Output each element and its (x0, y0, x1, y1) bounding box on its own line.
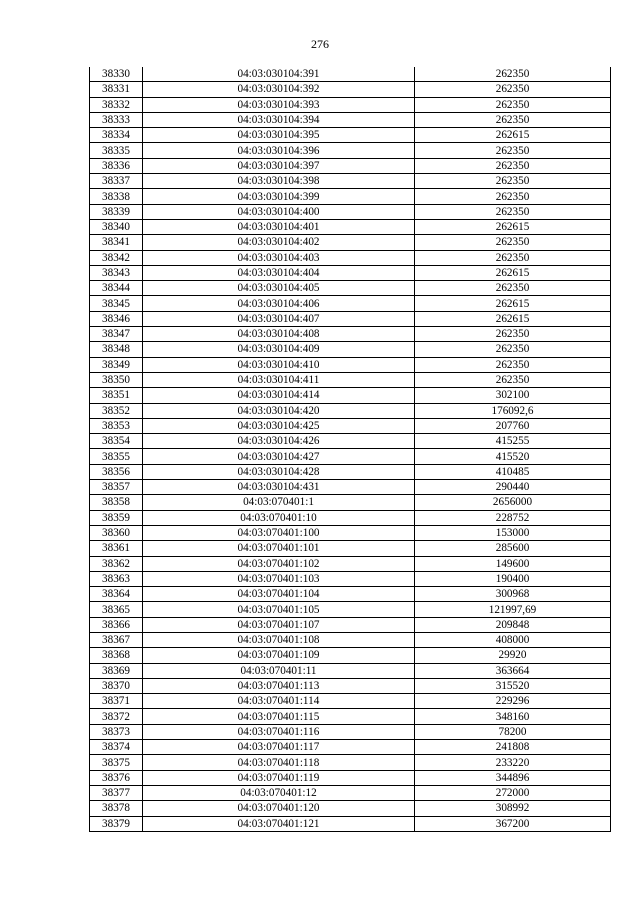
table-row (90, 464, 611, 479)
row-number-cell: 38333 (90, 112, 143, 127)
table-row (90, 602, 611, 617)
value-cell: 262350 (415, 281, 611, 296)
value-cell: 302100 (415, 388, 611, 403)
cadastral-number-cell: 04:03:070401:116 (143, 724, 415, 739)
cadastral-number-cell: 04:03:070401:102 (143, 556, 415, 571)
value-cell: 348160 (415, 709, 611, 724)
table-row (90, 250, 611, 265)
cadastral-number-cell: 04:03:030104:391 (143, 67, 415, 82)
cadastral-number-cell: 04:03:070401:108 (143, 632, 415, 647)
row-number-cell: 38356 (90, 464, 143, 479)
value-cell: 363664 (415, 663, 611, 678)
row-number-cell: 38379 (90, 816, 143, 831)
table-row (90, 678, 611, 693)
row-number-cell: 38335 (90, 143, 143, 158)
value-cell: 415255 (415, 434, 611, 449)
value-cell: 262350 (415, 235, 611, 250)
table-row (90, 525, 611, 540)
table-row (90, 785, 611, 800)
cadastral-number-cell: 04:03:030104:408 (143, 327, 415, 342)
value-cell: 209848 (415, 617, 611, 632)
row-number-cell: 38339 (90, 204, 143, 219)
row-number-cell: 38366 (90, 617, 143, 632)
value-cell: 262350 (415, 158, 611, 173)
table-row (90, 327, 611, 342)
cadastral-number-cell: 04:03:030104:392 (143, 82, 415, 97)
table-row (90, 342, 611, 357)
cadastral-number-cell: 04:03:070401:12 (143, 785, 415, 800)
cadastral-number-cell: 04:03:030104:402 (143, 235, 415, 250)
value-cell: 190400 (415, 571, 611, 586)
value-cell: 207760 (415, 418, 611, 433)
value-cell: 367200 (415, 816, 611, 831)
cadastral-number-cell: 04:03:030104:393 (143, 97, 415, 112)
cadastral-number-cell: 04:03:070401:107 (143, 617, 415, 632)
cadastral-number-cell: 04:03:030104:407 (143, 311, 415, 326)
value-cell: 176092,6 (415, 403, 611, 418)
cadastral-number-cell: 04:03:070401:104 (143, 587, 415, 602)
table-row (90, 311, 611, 326)
row-number-cell: 38352 (90, 403, 143, 418)
row-number-cell: 38372 (90, 709, 143, 724)
row-number-cell: 38377 (90, 785, 143, 800)
value-cell: 228752 (415, 510, 611, 525)
cadastral-number-cell: 04:03:030104:397 (143, 158, 415, 173)
value-cell: 344896 (415, 770, 611, 785)
table-row (90, 816, 611, 831)
table-row (90, 418, 611, 433)
table-row (90, 434, 611, 449)
table-row (90, 265, 611, 280)
value-cell: 415520 (415, 449, 611, 464)
cadastral-number-cell: 04:03:030104:406 (143, 296, 415, 311)
table-row (90, 632, 611, 647)
table-row (90, 372, 611, 387)
cadastral-number-cell: 04:03:030104:404 (143, 265, 415, 280)
row-number-cell: 38355 (90, 449, 143, 464)
cadastral-number-cell: 04:03:070401:100 (143, 525, 415, 540)
row-number-cell: 38362 (90, 556, 143, 571)
row-number-cell: 38341 (90, 235, 143, 250)
cadastral-number-cell: 04:03:030104:400 (143, 204, 415, 219)
table-row (90, 174, 611, 189)
value-cell: 285600 (415, 541, 611, 556)
value-cell: 121997,69 (415, 602, 611, 617)
row-number-cell: 38359 (90, 510, 143, 525)
row-number-cell: 38354 (90, 434, 143, 449)
cadastral-number-cell: 04:03:070401:119 (143, 770, 415, 785)
cadastral-number-cell: 04:03:070401:115 (143, 709, 415, 724)
cadastral-number-cell: 04:03:030104:426 (143, 434, 415, 449)
table-row (90, 128, 611, 143)
cadastral-number-cell: 04:03:030104:410 (143, 357, 415, 372)
row-number-cell: 38364 (90, 587, 143, 602)
table-row (90, 388, 611, 403)
value-cell: 315520 (415, 678, 611, 693)
table-row (90, 541, 611, 556)
row-number-cell: 38336 (90, 158, 143, 173)
cadastral-number-cell: 04:03:070401:120 (143, 801, 415, 816)
cadastral-number-cell: 04:03:030104:409 (143, 342, 415, 357)
value-cell: 262615 (415, 128, 611, 143)
cadastral-number-cell: 04:03:030104:420 (143, 403, 415, 418)
value-cell: 229296 (415, 694, 611, 709)
cadastral-number-cell: 04:03:030104:399 (143, 189, 415, 204)
table-row (90, 801, 611, 816)
row-number-cell: 38375 (90, 755, 143, 770)
value-cell: 408000 (415, 632, 611, 647)
table-row (90, 357, 611, 372)
row-number-cell: 38376 (90, 770, 143, 785)
cadastral-number-cell: 04:03:070401:113 (143, 678, 415, 693)
row-number-cell: 38361 (90, 541, 143, 556)
table-row (90, 587, 611, 602)
row-number-cell: 38349 (90, 357, 143, 372)
value-cell: 262350 (415, 174, 611, 189)
value-cell: 262350 (415, 82, 611, 97)
value-cell: 272000 (415, 785, 611, 800)
row-number-cell: 38368 (90, 648, 143, 663)
cadastral-number-cell: 04:03:030104:394 (143, 112, 415, 127)
cadastral-number-cell: 04:03:070401:118 (143, 755, 415, 770)
cadastral-number-cell: 04:03:030104:425 (143, 418, 415, 433)
value-cell: 262350 (415, 327, 611, 342)
cadastral-number-cell: 04:03:070401:109 (143, 648, 415, 663)
cadastral-number-cell: 04:03:030104:395 (143, 128, 415, 143)
table-row (90, 480, 611, 495)
row-number-cell: 38363 (90, 571, 143, 586)
row-number-cell: 38338 (90, 189, 143, 204)
row-number-cell: 38369 (90, 663, 143, 678)
value-cell: 262615 (415, 265, 611, 280)
records-table-body (90, 67, 611, 831)
cadastral-number-cell: 04:03:030104:401 (143, 219, 415, 234)
cadastral-number-cell: 04:03:030104:403 (143, 250, 415, 265)
cadastral-number-cell: 04:03:070401:10 (143, 510, 415, 525)
cadastral-number-cell: 04:03:030104:396 (143, 143, 415, 158)
row-number-cell: 38371 (90, 694, 143, 709)
row-number-cell: 38378 (90, 801, 143, 816)
row-number-cell: 38331 (90, 82, 143, 97)
value-cell: 262350 (415, 250, 611, 265)
cadastral-number-cell: 04:03:030104:431 (143, 480, 415, 495)
row-number-cell: 38373 (90, 724, 143, 739)
table-row (90, 724, 611, 739)
table-row (90, 296, 611, 311)
row-number-cell: 38345 (90, 296, 143, 311)
value-cell: 410485 (415, 464, 611, 479)
table-row (90, 556, 611, 571)
cadastral-number-cell: 04:03:070401:121 (143, 816, 415, 831)
table-row (90, 694, 611, 709)
value-cell: 308992 (415, 801, 611, 816)
table-row (90, 648, 611, 663)
cadastral-number-cell: 04:03:070401:105 (143, 602, 415, 617)
cadastral-number-cell: 04:03:070401:101 (143, 541, 415, 556)
cadastral-number-cell: 04:03:030104:398 (143, 174, 415, 189)
row-number-cell: 38342 (90, 250, 143, 265)
row-number-cell: 38374 (90, 740, 143, 755)
value-cell: 262350 (415, 97, 611, 112)
value-cell: 262615 (415, 296, 611, 311)
row-number-cell: 38340 (90, 219, 143, 234)
table-row (90, 709, 611, 724)
table-row (90, 97, 611, 112)
cadastral-number-cell: 04:03:070401:117 (143, 740, 415, 755)
cadastral-number-cell: 04:03:070401:11 (143, 663, 415, 678)
row-number-cell: 38353 (90, 418, 143, 433)
row-number-cell: 38360 (90, 525, 143, 540)
table-row (90, 770, 611, 785)
table-row (90, 617, 611, 632)
row-number-cell: 38351 (90, 388, 143, 403)
cadastral-number-cell: 04:03:070401:103 (143, 571, 415, 586)
row-number-cell: 38330 (90, 67, 143, 82)
value-cell: 233220 (415, 755, 611, 770)
cadastral-number-cell: 04:03:030104:428 (143, 464, 415, 479)
value-cell: 262615 (415, 219, 611, 234)
row-number-cell: 38370 (90, 678, 143, 693)
table-row (90, 204, 611, 219)
value-cell: 2656000 (415, 495, 611, 510)
table-row (90, 189, 611, 204)
value-cell: 149600 (415, 556, 611, 571)
row-number-cell: 38348 (90, 342, 143, 357)
cadastral-number-cell: 04:03:070401:114 (143, 694, 415, 709)
row-number-cell: 38334 (90, 128, 143, 143)
table-row (90, 281, 611, 296)
value-cell: 262350 (415, 112, 611, 127)
row-number-cell: 38357 (90, 480, 143, 495)
table-row (90, 449, 611, 464)
value-cell: 78200 (415, 724, 611, 739)
row-number-cell: 38337 (90, 174, 143, 189)
row-number-cell: 38350 (90, 372, 143, 387)
row-number-cell: 38367 (90, 632, 143, 647)
records-table (89, 67, 611, 832)
table-row (90, 740, 611, 755)
table-row (90, 510, 611, 525)
table-row (90, 403, 611, 418)
value-cell: 262615 (415, 311, 611, 326)
table-row (90, 663, 611, 678)
table-row (90, 219, 611, 234)
value-cell: 300968 (415, 587, 611, 602)
row-number-cell: 38332 (90, 97, 143, 112)
table-row (90, 755, 611, 770)
row-number-cell: 38365 (90, 602, 143, 617)
page-number: 276 (311, 37, 329, 51)
value-cell: 262350 (415, 143, 611, 158)
table-row (90, 67, 611, 82)
cadastral-number-cell: 04:03:030104:427 (143, 449, 415, 464)
value-cell: 262350 (415, 67, 611, 82)
value-cell: 290440 (415, 480, 611, 495)
table-row (90, 82, 611, 97)
table-row (90, 158, 611, 173)
row-number-cell: 38343 (90, 265, 143, 280)
value-cell: 262350 (415, 357, 611, 372)
table-row (90, 571, 611, 586)
value-cell: 262350 (415, 189, 611, 204)
table-row (90, 235, 611, 250)
cadastral-number-cell: 04:03:030104:405 (143, 281, 415, 296)
value-cell: 153000 (415, 525, 611, 540)
value-cell: 29920 (415, 648, 611, 663)
cadastral-number-cell: 04:03:070401:1 (143, 495, 415, 510)
row-number-cell: 38344 (90, 281, 143, 296)
value-cell: 262350 (415, 204, 611, 219)
row-number-cell: 38358 (90, 495, 143, 510)
cadastral-number-cell: 04:03:030104:414 (143, 388, 415, 403)
table-row (90, 143, 611, 158)
table-row (90, 112, 611, 127)
value-cell: 241808 (415, 740, 611, 755)
row-number-cell: 38346 (90, 311, 143, 326)
row-number-cell: 38347 (90, 327, 143, 342)
value-cell: 262350 (415, 342, 611, 357)
table-row (90, 495, 611, 510)
value-cell: 262350 (415, 372, 611, 387)
cadastral-number-cell: 04:03:030104:411 (143, 372, 415, 387)
